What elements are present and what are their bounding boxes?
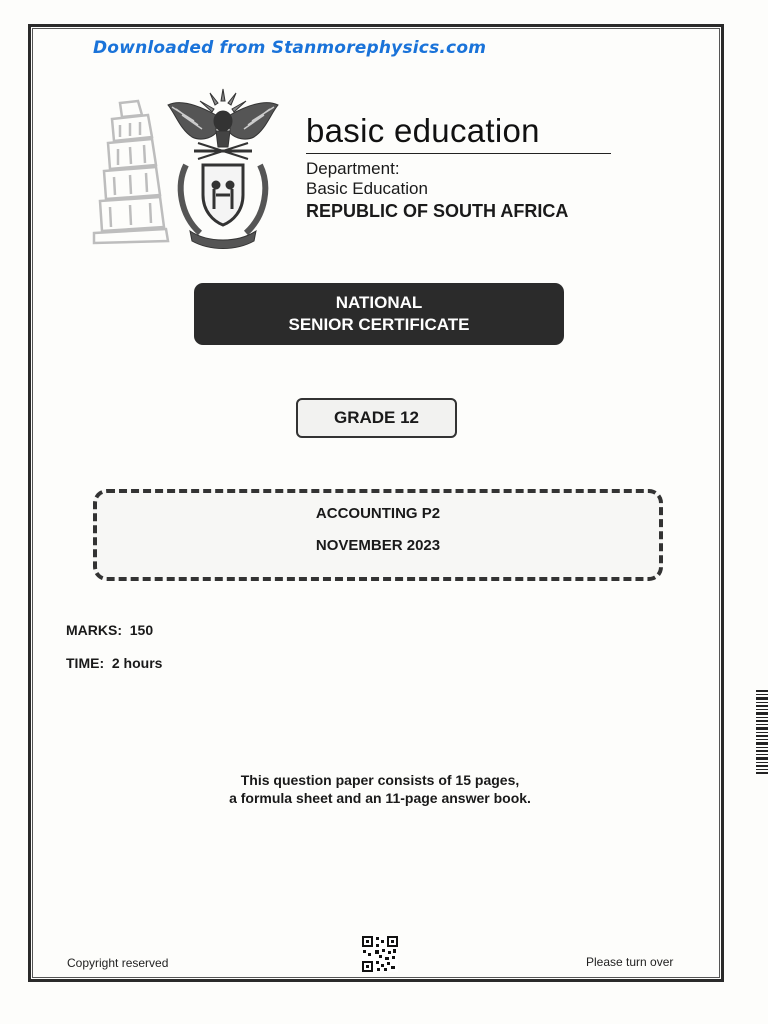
logo-area: [90, 85, 290, 250]
certificate-line-1: NATIONAL: [335, 293, 423, 312]
pages-note-line-2: a formula sheet and an 11-page answer book.: [229, 790, 531, 806]
barcode-icon: [756, 690, 768, 774]
copyright-footer: Copyright reserved: [67, 956, 169, 970]
pages-note: [150, 771, 610, 807]
pages-note-line-1: This question paper consists of 15 pages,: [240, 772, 520, 788]
turn-over-footer: Please turn over: [586, 955, 674, 969]
marks-label: MARKS: 150: [66, 622, 154, 638]
subject-box: [93, 489, 663, 581]
country-name: REPUBLIC OF SOUTH AFRICA: [306, 201, 569, 221]
department-label: Department:: [306, 159, 400, 178]
brand-title: basic education: [306, 112, 611, 154]
department-block: [306, 112, 616, 221]
subject-title: ACCOUNTING P2: [315, 505, 441, 522]
certificate-banner: [194, 283, 564, 345]
exam-session: NOVEMBER 2023: [315, 537, 441, 554]
certificate-line-2: SENIOR CERTIFICATE: [288, 315, 470, 334]
department-name: Basic Education: [306, 179, 428, 198]
coat-of-arms-icon: [158, 85, 288, 250]
time-label: TIME: 2 hours: [66, 655, 163, 671]
grade-box: GRADE 12: [296, 398, 457, 438]
download-watermark[interactable]: Downloaded from Stanmorephysics.com: [93, 38, 487, 58]
qr-code-icon: [362, 936, 398, 972]
